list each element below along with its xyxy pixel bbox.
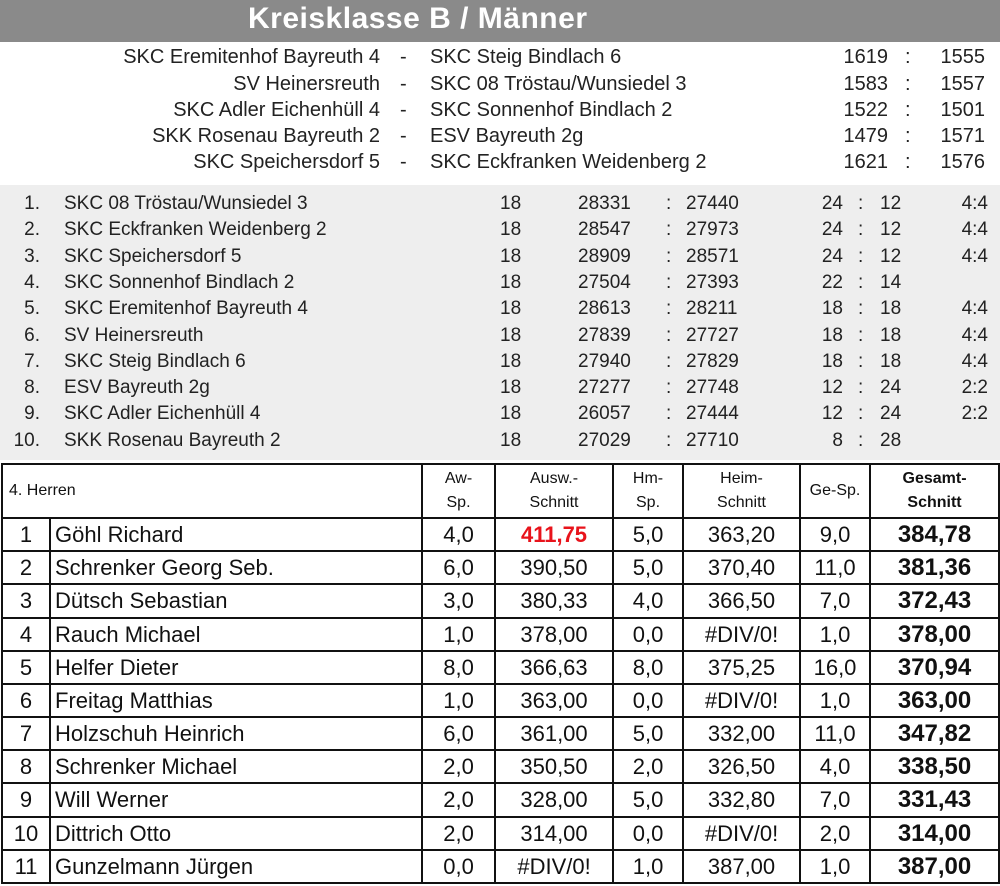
standings-rank: 7. (24, 350, 40, 372)
standings-pins-for: 27029 (578, 429, 631, 451)
match-separator: - (400, 151, 407, 173)
header-aw-sp (422, 464, 495, 518)
match-away-score: 1555 (940, 46, 985, 68)
match-separator: - (400, 46, 407, 68)
player-ge-sp: 1,0 (800, 618, 870, 651)
table-row (2, 817, 999, 850)
player-aw-sp: 2,0 (422, 817, 495, 850)
table-row (2, 584, 999, 617)
player-gesamt-schnitt: 338,50 (870, 750, 999, 783)
standings-separator: : (858, 377, 864, 399)
standings-points-against: 24 (880, 377, 902, 399)
standings-games: 18 (500, 429, 522, 451)
table-header-row (2, 464, 999, 518)
standings-pins-for: 27940 (578, 350, 631, 372)
standings-separator: : (666, 271, 672, 293)
standings-games: 18 (500, 298, 522, 320)
standings-pins-for: 27277 (578, 377, 631, 399)
standings-row (0, 298, 1000, 324)
header-hm-sp (613, 464, 683, 518)
standings-points-for: 18 (821, 324, 843, 346)
standings-pins-against: 27727 (686, 324, 739, 346)
player-hm-sp: 5,0 (613, 518, 683, 551)
standings-rank: 10. (13, 429, 40, 451)
standings-games: 18 (500, 350, 522, 372)
standings-team: SKC 08 Tröstau/Wunsiedel 3 (64, 193, 308, 214)
player-gesamt-schnitt: 381,36 (870, 551, 999, 584)
standings-points-against: 24 (880, 403, 902, 425)
team-label: 4. Herren (2, 464, 422, 518)
standings-pins-against: 27829 (686, 350, 739, 372)
header-gesamt-schnitt (870, 464, 999, 518)
standings-separator: : (666, 429, 672, 451)
match-away-team: ESV Bayreuth 2g (430, 125, 584, 147)
player-heim-schnitt: 366,50 (683, 584, 800, 617)
standings-extra: 2:2 (961, 403, 988, 425)
player-name: Helfer Dieter (50, 651, 422, 684)
table-row (2, 518, 999, 551)
player-name: Will Werner (50, 783, 422, 816)
player-aw-sp: 0,0 (422, 850, 495, 883)
player-hm-sp: 5,0 (613, 783, 683, 816)
standings-games: 18 (500, 193, 522, 214)
player-number: 11 (2, 850, 50, 883)
player-gesamt-schnitt: 363,00 (870, 684, 999, 717)
league-standings (0, 185, 1000, 460)
match-away-score: 1557 (940, 73, 985, 95)
player-ausw-schnitt: 366,63 (495, 651, 613, 684)
standings-separator: : (666, 350, 672, 372)
player-gesamt-schnitt: 370,94 (870, 651, 999, 684)
standings-pins-for: 27504 (578, 271, 631, 293)
standings-rank: 6. (24, 324, 40, 346)
standings-points-against: 12 (880, 219, 902, 241)
player-number: 4 (2, 618, 50, 651)
standings-team: SKC Adler Eichenhüll 4 (64, 403, 261, 425)
player-heim-schnitt: 375,25 (683, 651, 800, 684)
match-home-team: SKC Speichersdorf 5 (193, 151, 380, 173)
match-home-score: 1619 (843, 46, 888, 68)
player-aw-sp: 2,0 (422, 750, 495, 783)
header-heim-schnitt-line2: Schnitt (717, 494, 766, 511)
player-hm-sp: 4,0 (613, 584, 683, 617)
player-number: 7 (2, 717, 50, 750)
standings-pins-against: 27440 (686, 193, 739, 214)
player-heim-schnitt: 326,50 (683, 750, 800, 783)
player-gesamt-schnitt: 331,43 (870, 783, 999, 816)
standings-row (0, 430, 1000, 456)
player-ge-sp: 7,0 (800, 584, 870, 617)
header-heim-schnitt-line1: Heim- (720, 470, 763, 487)
standings-games: 18 (500, 324, 522, 346)
player-ausw-schnitt: 361,00 (495, 717, 613, 750)
header-gesamt-schnitt-line2: Schnitt (907, 494, 962, 511)
league-title: Kreisklasse B / Männer (248, 2, 588, 35)
player-heim-schnitt: 387,00 (683, 850, 800, 883)
player-gesamt-schnitt: 347,82 (870, 717, 999, 750)
standings-team: SKC Sonnenhof Bindlach 2 (64, 271, 295, 293)
match-result-row (0, 151, 1000, 177)
match-away-score: 1501 (940, 99, 985, 121)
player-aw-sp: 2,0 (422, 783, 495, 816)
standings-separator: : (858, 271, 864, 293)
player-name: Rauch Michael (50, 618, 422, 651)
player-hm-sp: 1,0 (613, 850, 683, 883)
standings-points-for: 22 (821, 271, 843, 293)
standings-extra: 4:4 (961, 193, 988, 214)
table-row (2, 618, 999, 651)
standings-separator: : (666, 377, 672, 399)
player-hm-sp: 0,0 (613, 817, 683, 850)
header-aw-sp-line2: Sp. (446, 494, 471, 511)
player-number: 10 (2, 817, 50, 850)
player-gesamt-schnitt: 314,00 (870, 817, 999, 850)
player-number: 2 (2, 551, 50, 584)
player-hm-sp: 0,0 (613, 618, 683, 651)
player-heim-schnitt: #DIV/0! (683, 684, 800, 717)
standings-team: SKC Speichersdorf 5 (64, 245, 242, 267)
standings-rank: 5. (24, 298, 40, 320)
standings-team: ESV Bayreuth 2g (64, 377, 210, 399)
standings-separator: : (858, 193, 864, 214)
header-gesamt-schnitt-line1: Gesamt- (902, 470, 967, 487)
player-aw-sp: 4,0 (422, 518, 495, 551)
header-hm-sp-line1: Hm- (632, 470, 664, 487)
standings-row (0, 272, 1000, 298)
player-ge-sp: 11,0 (800, 551, 870, 584)
standings-separator: : (666, 324, 672, 346)
standings-separator: : (858, 298, 864, 320)
match-home-team: SKC Adler Eichenhüll 4 (173, 99, 380, 121)
player-ausw-schnitt: 380,33 (495, 584, 613, 617)
player-hm-sp: 5,0 (613, 551, 683, 584)
player-ge-sp: 1,0 (800, 684, 870, 717)
player-gesamt-schnitt: 372,43 (870, 584, 999, 617)
table-row (2, 783, 999, 816)
standings-separator: : (858, 324, 864, 346)
league-header (0, 0, 1000, 42)
standings-points-for: 24 (821, 245, 843, 267)
player-ausw-schnitt: 328,00 (495, 783, 613, 816)
standings-points-for: 8 (832, 429, 843, 451)
player-number: 3 (2, 584, 50, 617)
player-aw-sp: 1,0 (422, 684, 495, 717)
standings-separator: : (858, 350, 864, 372)
player-gesamt-schnitt: 384,78 (870, 518, 999, 551)
standings-points-for: 12 (821, 377, 843, 399)
standings-pins-against: 27748 (686, 377, 739, 399)
score-separator: : (905, 46, 911, 68)
match-separator: - (400, 99, 407, 121)
standings-points-for: 18 (821, 350, 843, 372)
player-name: Schrenker Michael (50, 750, 422, 783)
match-home-team: SV Heinersreuth (233, 73, 380, 95)
standings-pins-against: 27393 (686, 271, 739, 293)
standings-games: 18 (500, 403, 522, 425)
standings-points-for: 18 (821, 298, 843, 320)
table-row (2, 750, 999, 783)
header-ausw-schnitt-line1: Ausw.- (530, 470, 579, 487)
player-name: Gunzelmann Jürgen (50, 850, 422, 883)
standings-pins-for: 28909 (578, 245, 631, 267)
standings-extra: 4:4 (961, 298, 988, 320)
match-results (0, 42, 1000, 185)
standings-points-against: 12 (880, 193, 902, 214)
table-row (2, 684, 999, 717)
standings-separator: : (666, 403, 672, 425)
match-home-team: SKC Eremitenhof Bayreuth 4 (123, 46, 380, 68)
score-separator: : (905, 151, 911, 173)
standings-row (0, 246, 1000, 272)
standings-pins-against: 27973 (686, 219, 739, 241)
player-ge-sp: 11,0 (800, 717, 870, 750)
standings-pins-for: 26057 (578, 403, 631, 425)
player-number: 6 (2, 684, 50, 717)
player-ge-sp: 1,0 (800, 850, 870, 883)
player-aw-sp: 1,0 (422, 618, 495, 651)
standings-row (0, 219, 1000, 245)
standings-games: 18 (500, 219, 522, 241)
standings-row (0, 351, 1000, 377)
standings-row (0, 377, 1000, 403)
player-heim-schnitt: 332,80 (683, 783, 800, 816)
match-home-score: 1583 (843, 73, 888, 95)
player-name: Göhl Richard (50, 518, 422, 551)
player-number: 9 (2, 783, 50, 816)
standings-games: 18 (500, 271, 522, 293)
player-heim-schnitt: 363,20 (683, 518, 800, 551)
match-away-team: SKC 08 Tröstau/Wunsiedel 3 (430, 73, 687, 95)
player-ausw-schnitt: 363,00 (495, 684, 613, 717)
standings-extra: 4:4 (961, 350, 988, 372)
match-away-team: SKC Eckfranken Weidenberg 2 (430, 151, 707, 173)
standings-separator: : (666, 193, 672, 214)
standings-extra: 4:4 (961, 324, 988, 346)
standings-pins-for: 27839 (578, 324, 631, 346)
player-aw-sp: 3,0 (422, 584, 495, 617)
standings-points-against: 28 (880, 429, 902, 451)
player-ge-sp: 7,0 (800, 783, 870, 816)
match-away-score: 1576 (940, 151, 985, 173)
header-ausw-schnitt-line2: Schnitt (529, 494, 579, 511)
standings-points-against: 18 (880, 298, 902, 320)
match-away-team: SKC Sonnenhof Bindlach 2 (430, 99, 673, 121)
standings-pins-against: 27444 (686, 403, 739, 425)
player-name: Dütsch Sebastian (50, 584, 422, 617)
player-heim-schnitt: 370,40 (683, 551, 800, 584)
standings-rank: 1. (24, 193, 40, 214)
player-stats-table (1, 463, 1000, 884)
standings-points-for: 24 (821, 219, 843, 241)
player-hm-sp: 8,0 (613, 651, 683, 684)
table-row (2, 551, 999, 584)
standings-points-against: 18 (880, 324, 902, 346)
player-number: 1 (2, 518, 50, 551)
standings-team: SV Heinersreuth (64, 324, 204, 346)
match-away-team: SKC Steig Bindlach 6 (430, 46, 622, 68)
standings-pins-against: 27710 (686, 429, 739, 451)
player-heim-schnitt: #DIV/0! (683, 817, 800, 850)
match-home-score: 1522 (843, 99, 888, 121)
standings-extra: 2:2 (961, 377, 988, 399)
player-ausw-schnitt: 411,75 (495, 518, 613, 551)
standings-separator: : (666, 219, 672, 241)
table-row (2, 850, 999, 883)
player-name: Holzschuh Heinrich (50, 717, 422, 750)
player-heim-schnitt: #DIV/0! (683, 618, 800, 651)
standings-extra: 4:4 (961, 245, 988, 267)
standings-pins-for: 28613 (578, 298, 631, 320)
standings-pins-against: 28571 (686, 245, 739, 267)
match-result-row (0, 125, 1000, 151)
header-hm-sp-line2: Sp. (636, 494, 661, 511)
header-aw-sp-line1: Aw- (444, 470, 473, 487)
table-row (2, 717, 999, 750)
player-ausw-schnitt: #DIV/0! (495, 850, 613, 883)
match-result-row (0, 46, 1000, 72)
player-number: 5 (2, 651, 50, 684)
standings-points-against: 14 (880, 271, 902, 293)
standings-team: SKC Steig Bindlach 6 (64, 350, 246, 372)
standings-team: SKC Eremitenhof Bayreuth 4 (64, 298, 308, 320)
table-row (2, 651, 999, 684)
player-number: 8 (2, 750, 50, 783)
standings-rank: 2. (24, 219, 40, 241)
header-ge-sp: Ge-Sp. (800, 464, 870, 518)
standings-games: 18 (500, 377, 522, 399)
player-aw-sp: 8,0 (422, 651, 495, 684)
player-ausw-schnitt: 350,50 (495, 750, 613, 783)
standings-pins-for: 28331 (578, 193, 631, 214)
header-heim-schnitt (683, 464, 800, 518)
header-ausw-schnitt (495, 464, 613, 518)
player-hm-sp: 5,0 (613, 717, 683, 750)
standings-games: 18 (500, 245, 522, 267)
player-ge-sp: 9,0 (800, 518, 870, 551)
player-name: Dittrich Otto (50, 817, 422, 850)
standings-rank: 9. (24, 403, 40, 425)
standings-row (0, 325, 1000, 351)
player-gesamt-schnitt: 378,00 (870, 618, 999, 651)
match-result-row (0, 99, 1000, 125)
standings-extra: 4:4 (961, 219, 988, 241)
standings-pins-against: 28211 (686, 298, 738, 320)
score-separator: : (905, 73, 911, 95)
standings-points-against: 12 (880, 245, 902, 267)
standings-separator: : (858, 429, 864, 451)
standings-separator: : (666, 298, 672, 320)
score-separator: : (905, 125, 911, 147)
player-hm-sp: 0,0 (613, 684, 683, 717)
score-separator: : (905, 99, 911, 121)
player-name: Schrenker Georg Seb. (50, 551, 422, 584)
standings-points-against: 18 (880, 350, 902, 372)
standings-separator: : (666, 245, 672, 267)
match-home-team: SKK Rosenau Bayreuth 2 (152, 125, 380, 147)
player-ausw-schnitt: 390,50 (495, 551, 613, 584)
player-ausw-schnitt: 378,00 (495, 618, 613, 651)
match-away-score: 1571 (940, 125, 985, 147)
match-result-row (0, 73, 1000, 99)
standings-separator: : (858, 219, 864, 241)
match-home-score: 1621 (843, 151, 888, 173)
player-ausw-schnitt: 314,00 (495, 817, 613, 850)
standings-team: SKC Eckfranken Weidenberg 2 (64, 219, 327, 241)
match-home-score: 1479 (843, 125, 888, 147)
player-hm-sp: 2,0 (613, 750, 683, 783)
standings-rank: 3. (24, 245, 40, 267)
player-aw-sp: 6,0 (422, 551, 495, 584)
standings-row (0, 193, 1000, 219)
player-ge-sp: 2,0 (800, 817, 870, 850)
player-name: Freitag Matthias (50, 684, 422, 717)
player-gesamt-schnitt: 387,00 (870, 850, 999, 883)
standings-points-for: 12 (821, 403, 843, 425)
player-ge-sp: 4,0 (800, 750, 870, 783)
standings-team: SKK Rosenau Bayreuth 2 (64, 429, 281, 451)
standings-rank: 8. (24, 377, 40, 399)
standings-rank: 4. (24, 271, 40, 293)
standings-pins-for: 28547 (578, 219, 631, 241)
match-separator: - (400, 73, 407, 95)
standings-row (0, 403, 1000, 429)
player-aw-sp: 6,0 (422, 717, 495, 750)
match-separator: - (400, 125, 407, 147)
standings-separator: : (858, 245, 864, 267)
player-heim-schnitt: 332,00 (683, 717, 800, 750)
standings-separator: : (858, 403, 864, 425)
standings-points-for: 24 (821, 193, 843, 214)
player-ge-sp: 16,0 (800, 651, 870, 684)
